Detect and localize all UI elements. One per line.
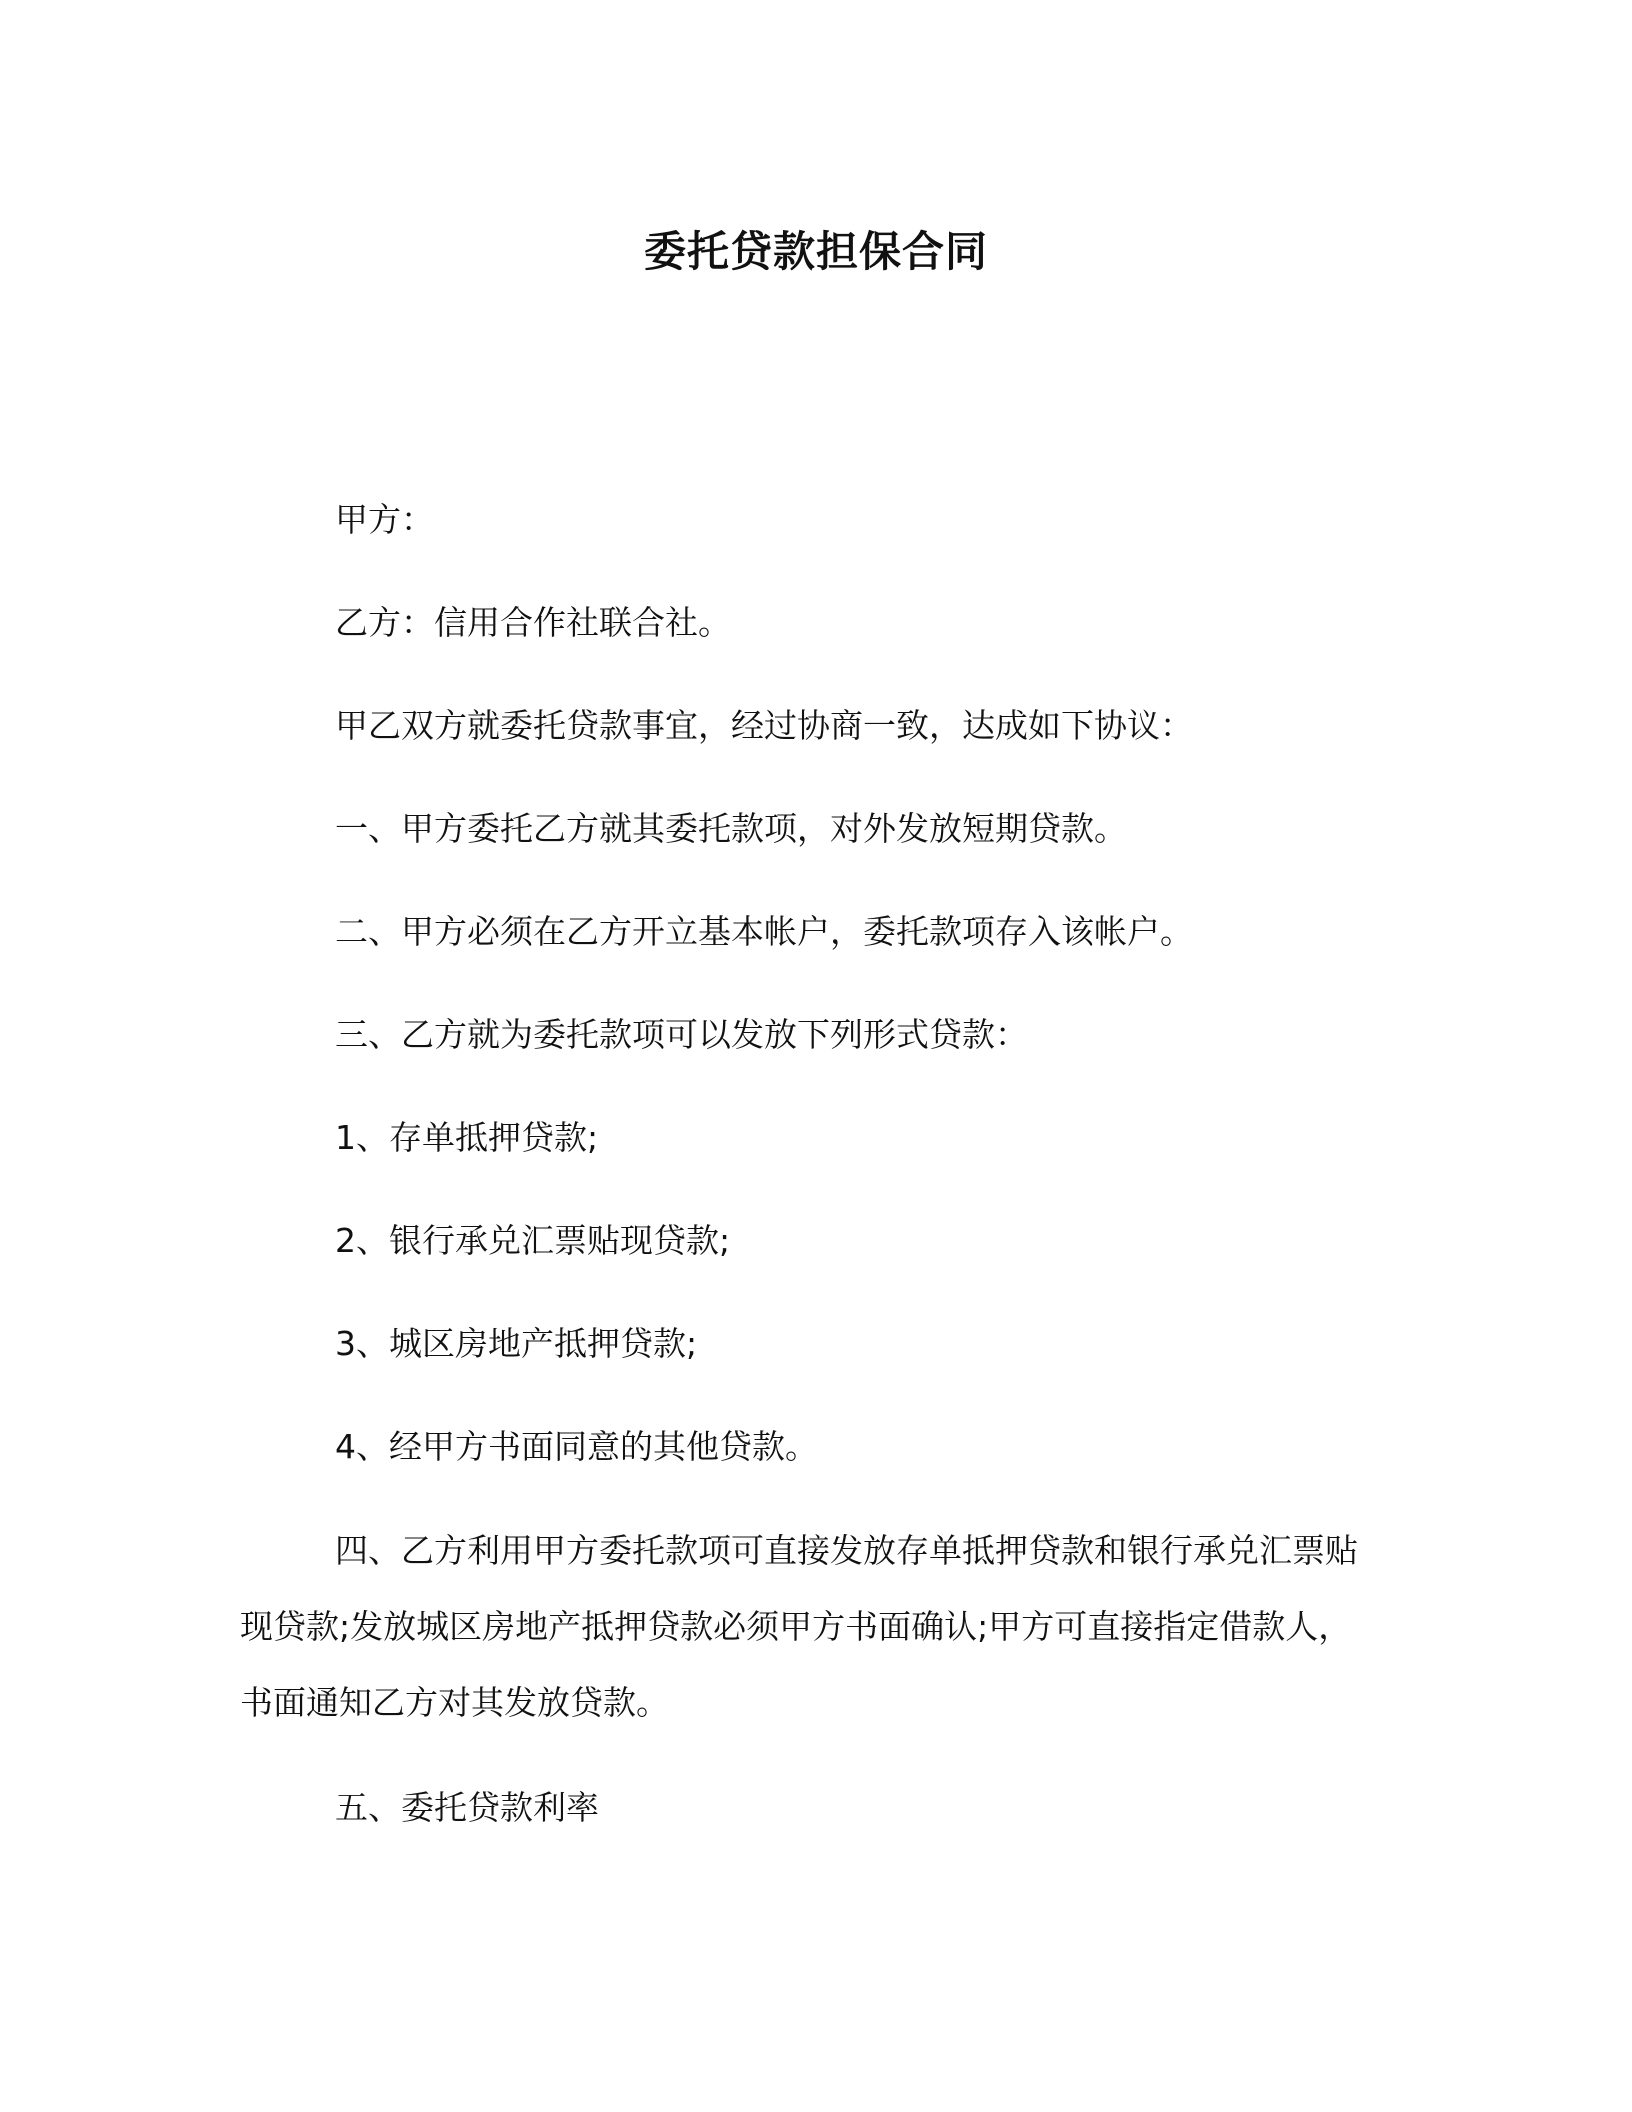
clause-5: 五、委托贷款利率 xyxy=(335,1788,599,1827)
clause-4 xyxy=(240,1513,1380,1741)
clause-3: 三、乙方就为委托款项可以发放下列形式贷款： xyxy=(335,1015,1028,1054)
list-item-3: 3、城区房地产抵押贷款; xyxy=(335,1324,698,1363)
clause-1: 一、甲方委托乙方就其委托款项，对外发放短期贷款。 xyxy=(335,809,1127,848)
intro-paragraph: 甲乙双方就委托贷款事宜，经过协商一致，达成如下协议： xyxy=(335,706,1193,745)
clause-2: 二、甲方必须在乙方开立基本帐户，委托款项存入该帐户。 xyxy=(335,912,1193,951)
document-title: 委托贷款担保合同 xyxy=(643,227,988,276)
list-item-4: 4、经甲方书面同意的其他贷款。 xyxy=(335,1427,818,1466)
list-item-2: 2、银行承兑汇票贴现贷款; xyxy=(335,1221,731,1260)
party-b-line: 乙方：信用合作社联合社。 xyxy=(335,603,731,642)
clause-4-text: 四、乙方利用甲方委托款项可直接发放存单抵押贷款和银行承兑汇票贴现贷款;发放城区房地产抵押贷款必须甲方书面确认;甲方可直接指定借款人，书面通知乙方对其发放贷款。 xyxy=(240,1531,1358,1722)
party-a-line: 甲方： xyxy=(335,500,434,539)
list-item-1: 1、存单抵押贷款; xyxy=(335,1118,599,1157)
